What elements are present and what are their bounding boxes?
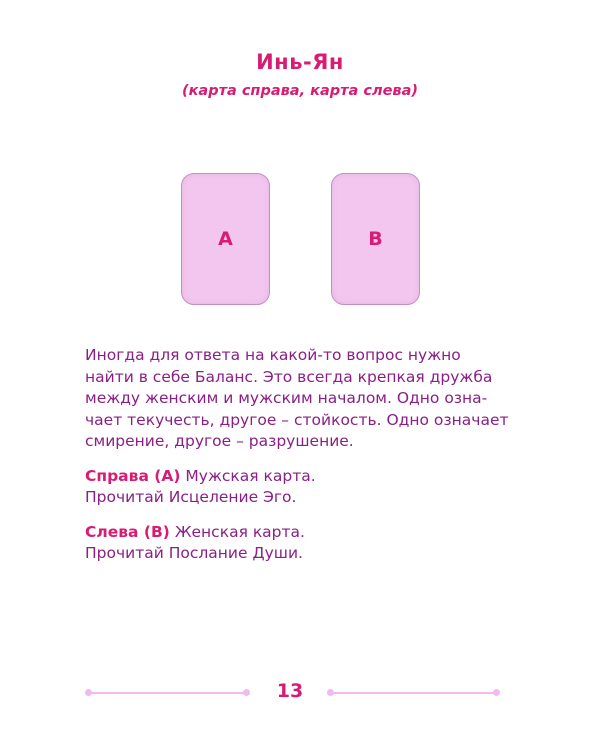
footer-rule-left	[88, 692, 246, 694]
card-b-letter: B	[368, 228, 383, 250]
card-b	[331, 173, 420, 305]
right-card-paragraph	[85, 466, 525, 509]
intro-line: найти в себе Баланс. Это всегда крепкая дружба	[85, 367, 493, 386]
footer-rule-right	[330, 692, 496, 694]
intro-line: между женским и мужским началом. Одно озна-	[85, 389, 488, 407]
left-card-paragraph	[85, 522, 525, 565]
intro-line: чает текучесть, другое – стойкость. Одно означает	[85, 410, 509, 429]
page-title: Инь-Ян	[256, 50, 344, 74]
card-a	[181, 173, 270, 305]
page-subtitle: (карта справа, карта слева)	[181, 83, 419, 99]
right-card-lead: Справа (А)	[85, 466, 181, 485]
left-card-lead: Слева (В)	[85, 522, 170, 541]
footer-dot-left-end	[243, 689, 250, 696]
intro-paragraph	[85, 345, 525, 453]
intro-line: смирение, другое – разрушение.	[85, 432, 354, 450]
intro-line: Иногда для ответа на какой-то вопрос нужно	[85, 346, 461, 364]
right-card-text: Мужская карта.	[180, 466, 316, 485]
body-text	[85, 345, 525, 565]
card-a-letter: A	[218, 228, 233, 250]
page-number: 13	[276, 680, 304, 702]
footer-dot-right-end	[493, 689, 500, 696]
right-card-instruction: Прочитай Исцеление Эго.	[85, 488, 297, 506]
left-card-instruction: Прочитай Послание Души.	[85, 544, 303, 562]
left-card-text: Женская карта.	[169, 522, 305, 541]
